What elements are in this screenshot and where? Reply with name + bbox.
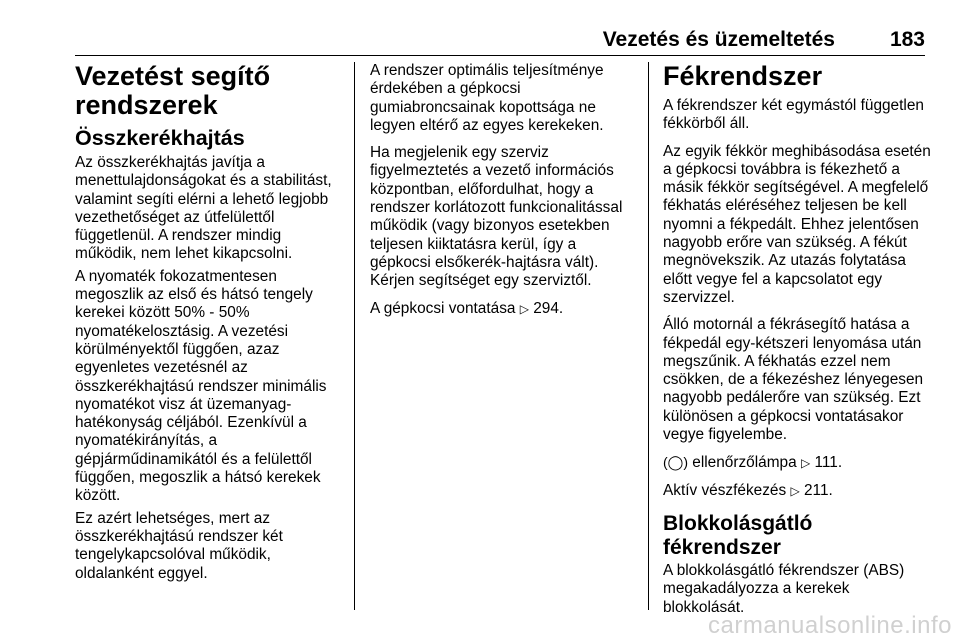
paragraph: Ez azért lehetséges, mert az összkerékhajtású rendszer két tengelykapcsolóval működik, oldalanként eggyel.	[75, 509, 283, 582]
column-divider	[354, 62, 355, 610]
cross-reference	[663, 453, 931, 472]
column-1	[75, 62, 343, 592]
paragraph: Az összkerékhajtás javítja a menettulajdonságokat és a stabilitást, valamint segíti elérni a lehető legjobb vezethetőséget az útfelülettől függetlenül. A rendszer mindig működik, nem lehet kikapcsolni.	[75, 154, 332, 263]
paragraph: Álló motornál a fékrásegítő hatása a fékpedál egy-kétszeri lenyomása után megszűnik. A fékhatás ezzel nem csökken, de a fékezéshez lényegesen nagyobb pedálerőre van szükség. Ezt különösen a gépkocsi vontatásakor vegye figyelembe.	[663, 316, 924, 444]
column-divider	[648, 62, 649, 610]
reference-text: Aktív vészfékezés	[663, 481, 787, 499]
brake-warning-icon: (◯)	[663, 454, 688, 471]
reference-text: A gépkocsi vontatása	[370, 299, 516, 317]
column-3	[663, 62, 931, 626]
cross-reference	[370, 300, 640, 318]
paragraph: A rendszer optimális teljesítménye érdekében a gépkocsi gumiabroncsainak kopottsága ne legyen eltérő az egyes kerekeken.	[370, 62, 604, 134]
section-heading: Blokkolásgátló fékrendszer	[663, 511, 813, 559]
paragraph: A fékrendszer két egymástól független fékkörből áll.	[663, 97, 924, 133]
column-2	[370, 62, 640, 327]
page-number: 183	[889, 28, 925, 51]
page-ref-icon: ▷	[790, 483, 800, 498]
reference-page: 294.	[533, 299, 564, 317]
paragraph: Az egyik fékkör meghibásodása esetén a gépkocsi továbbra is fékezhető a másik fékkör segítségével. A megfelelő fékhatás eléréséhez teljesen be kell nyomni a fékpedált. Ehhez jelentősen nagyobb erőre van szükség. A fékút megnövekszik. Az utazás folytatása előtt vegye fel a kapcsolatot egy szervizzel.	[663, 142, 931, 306]
page-ref-icon: ▷	[800, 456, 811, 471]
page-ref-icon: ▷	[519, 301, 529, 316]
section-heading: Vezetést segítő rendszerek	[75, 61, 271, 120]
reference-text: ellenőrzőlámpa	[692, 454, 797, 472]
header-rule	[75, 55, 925, 56]
paragraph: A nyomaték fokozatmentesen megoszlik az első és hátsó tengely kerekei között 50% - 50% nyomatékelosztásig. A vezetési körülményektől függően, azaz egyenletes vezetésnél az összkerékhajtású rendszer minimális nyomatékot visz át üzemanyag-hatékonyság céljából. Ezenkívül a nyomatékirányítás, a gépjárműdinamikától és a felülettől függően, megoszlik a hátsó kerekek között.	[75, 267, 327, 505]
header-title: Vezetés és üzemeltetés	[602, 28, 835, 51]
reference-page: 211.	[803, 481, 833, 499]
subsection-heading: Összkerékhajtás	[75, 126, 245, 150]
page-header	[75, 22, 925, 56]
watermark: carmanualsonline.info	[708, 612, 952, 639]
reference-page: 111.	[814, 454, 843, 472]
paragraph: A blokkolásgátló fékrendszer (ABS) megakadályozza a kerekek blokkolását.	[663, 561, 905, 616]
paragraph: Ha megjelenik egy szerviz figyelmeztetés a vezető információs központban, előfordulhat, hogy a rendszer korlátozott funkcionalitással működik (vagy bizonyos esetekben teljesen kiiktatásra kerül, így a gépkocsi elsőkerék-hajtásra vált). Kérjen segítséget egy szerviztől.	[370, 144, 623, 290]
section-heading: Fékrendszer	[663, 61, 823, 91]
cross-reference	[663, 482, 931, 500]
